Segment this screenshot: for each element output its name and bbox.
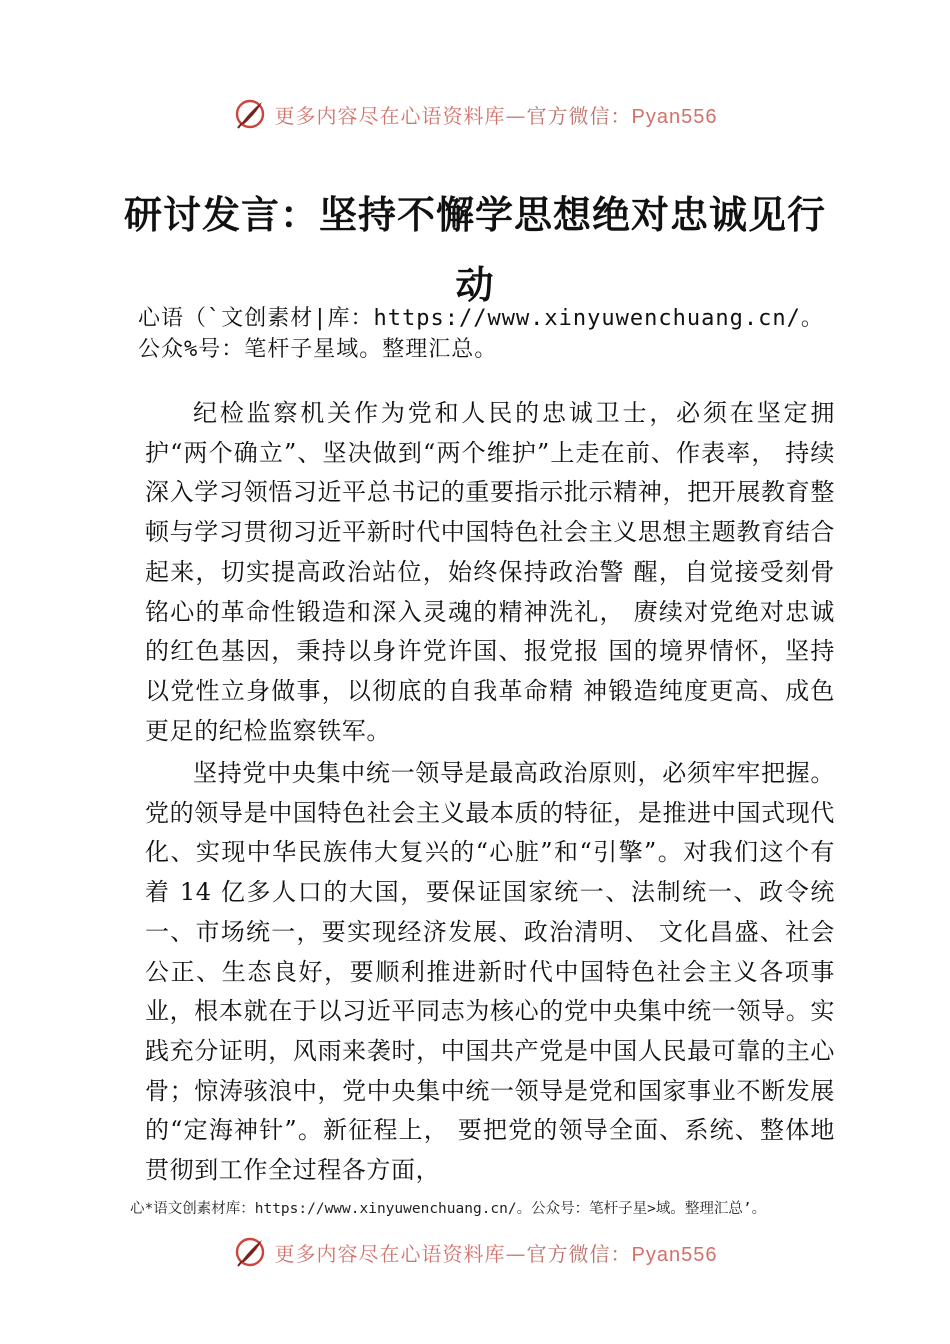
document-title-line-2: 动 xyxy=(455,262,495,307)
quill-logo-icon xyxy=(233,1235,267,1269)
banner-wechat-id: Pyan556 xyxy=(631,1243,718,1266)
banner-main-text: 更多内容尽在心语资料库 xyxy=(274,1241,506,1266)
banner-separator: — xyxy=(505,103,527,128)
quill-logo-icon xyxy=(233,97,267,131)
source-attribution: 心语（`文创素材|库：https://www.xinyuwenchuang.cn/。公众%号：笔杆子星域。整理汇总。 xyxy=(138,306,824,362)
body-paragraph-2: 坚持党中央集中统一领导是最高政治原则，必须牢牢把握。党的领导是中国特色社会主义最本质的特征，是推进中国式现代化、实现中华民族伟大复兴的“心脏”和“引擎”。对我们这个有着 14 亿多人口的大国，要保证国家统一、法制统一、政令统一、市场统一，要实现经济发展、政治清明、 文化昌盛、社会公正、生态良好，要顺利推进新时代中国特色社会主义各项事业，根本就在于以习近平同志为核心的党中央集中统一领导。实践充分证明，风雨来袭时，中国共产党是中国人民最可靠的主心骨；惊涛骇浪中，党中央集中统一领导是党和国家事业不断发展的“定海神针”。新征程上， 要把党的领导全面、系统、整体地贯彻到工作全过程各方面， xyxy=(145,759,835,1185)
banner-wechat-label: 官方微信： xyxy=(526,1241,632,1266)
document-title-line-1: 研讨发言：坚持不懈学思想绝对忠诚见行 xyxy=(123,192,826,237)
banner-text xyxy=(275,1238,718,1267)
body-paragraph-1: 纪检监察机关作为党和人民的忠诚卫士，必须在坚定拥护“两个确立”、坚决做到“两个维护”上走在前、作表率， 持续深入学习领悟习近平总书记的重要指示批示精神，把开展教育整顿与学习贯彻习近平新时代中国特色社会主义思想主题教育结合起来，切实提高政治站位，始终保持政治警 醒，自觉接受刻骨铭心的革命性锻造和深入灵魂的精神洗礼， 赓续对党绝对忠诚的红色基因，秉持以身许党许国、报党报 国的境界情怀，坚持以党性立身做事，以彻底的自我革命精 神锻造纯度更高、成色更足的纪检监察铁军。 xyxy=(145,399,835,745)
banner-wechat-label: 官方微信： xyxy=(526,103,632,128)
banner-wechat-id: Pyan556 xyxy=(631,105,718,128)
banner-text xyxy=(275,100,718,129)
header-banner xyxy=(0,94,950,134)
banner-separator: — xyxy=(505,1241,527,1266)
banner-main-text: 更多内容尽在心语资料库 xyxy=(274,103,506,128)
footer-source-attribution: 心*语文创素材库：https://www.xinyuwenchuang.cn/。公众号：笔杆子星>域。整理汇总’。 xyxy=(130,1201,767,1217)
footer-banner xyxy=(0,1232,950,1272)
